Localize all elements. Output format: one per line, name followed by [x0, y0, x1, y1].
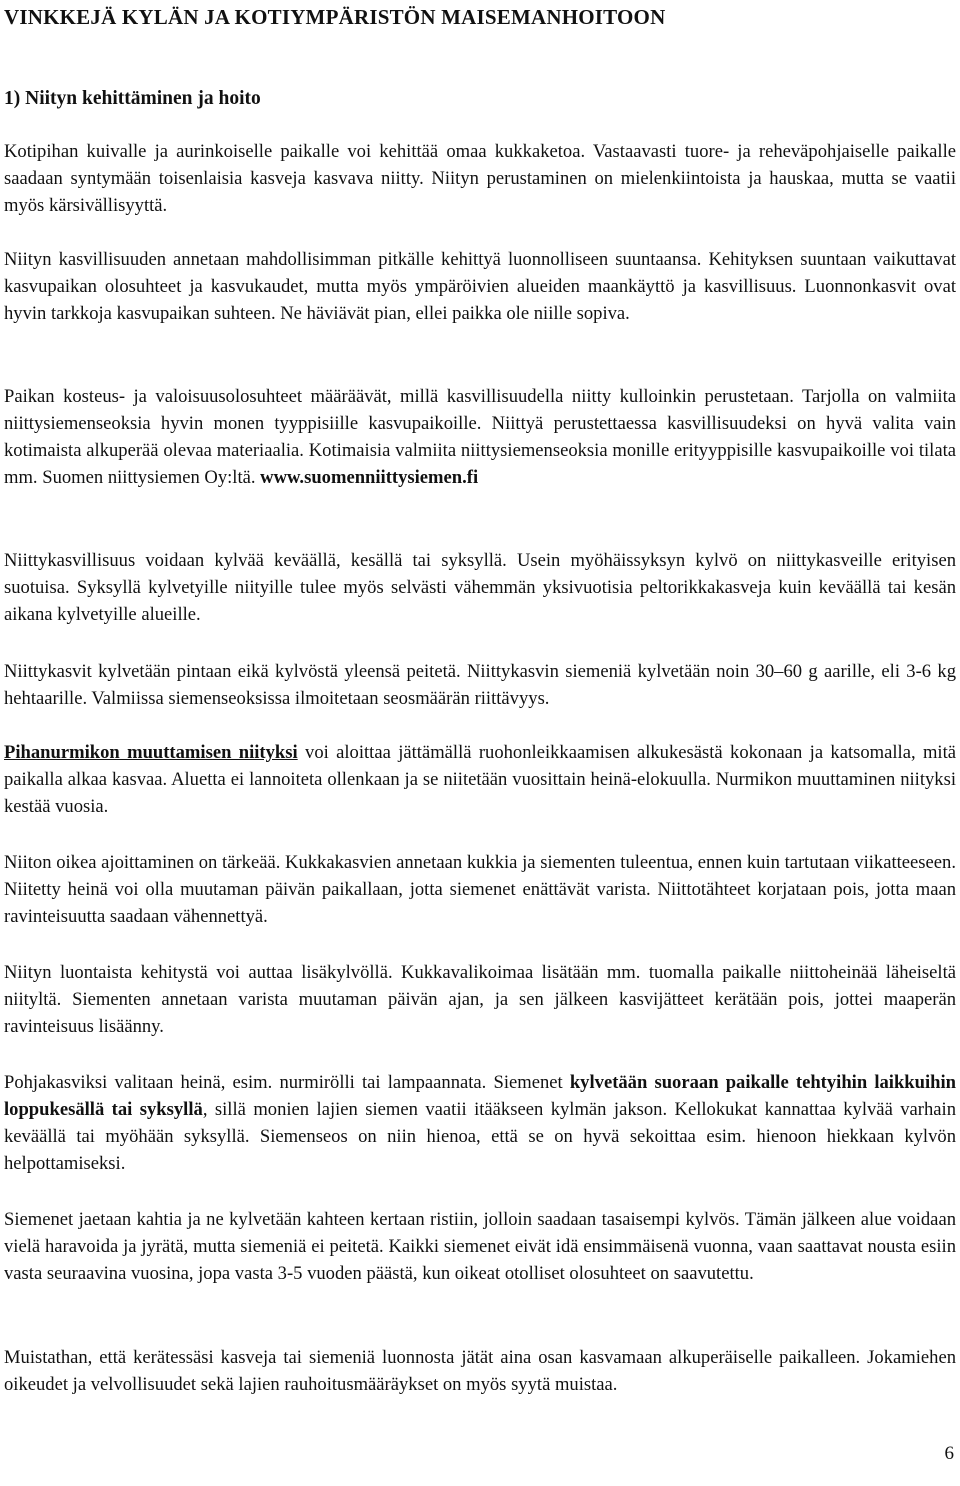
paragraph-5	[4, 659, 956, 713]
page-number: 6	[944, 1443, 954, 1464]
paragraph-11	[4, 1345, 956, 1399]
paragraph-text-block	[4, 740, 956, 821]
sowing-instruction-bold: kylvetään suoraan paikalle tehtyihin laikkuihin loppukesällä tai syksyllä	[4, 1072, 956, 1120]
paragraph-text: Niittykasvit kylvetään pintaan eikä kylvöstä yleensä peitetä. Niittykasvin siemeniä kylvetään noin 30–60 g aarille, eli 3-6 kg hehtaarille. Valmiissa siemenseoksissa ilmoitetaan seosmäärän riittävyys.	[4, 661, 956, 709]
paragraph-text-block	[4, 1070, 956, 1178]
lawn-conversion-heading: Pihanurmikon muuttamisen niityksi	[4, 742, 298, 763]
paragraph-1	[4, 139, 956, 220]
section-heading: 1) Niityn kehittäminen ja hoito	[4, 88, 261, 109]
paragraph-text: Paikan kosteus- ja valoisuusolosuhteet määräävät, millä kasvillisuudella niitty kulloinkin perustetaan. Tarjolla on valmiita niittysiemenseoksia hyvin monen tyyppisiille kasvupaikoille. Niittyä perustettaessa kasvillisuudeksi on hyvä valita vain kotimaista alkuperää olevaa materiaalia. Kotimaisia valmiita niittysiemenseoksia monille erityyppisille kasvupaikoille voi tilata mm. Suomen niittysiemen Oy:ltä.	[4, 386, 956, 488]
paragraph-8	[4, 960, 956, 1041]
paragraph-7	[4, 850, 956, 931]
paragraph-text: Siemenet jaetaan kahtia ja ne kylvetään kahteen kertaan ristiin, jolloin saadaan tasaisempi kylvös. Tämän jälkeen alue voidaan vielä haravoida ja jyrätä, mutta siemeniä ei peitetä. Kaikki siemenet eivät idä ensimmäisenä vuonna, vaan saattavat nousta esiin vasta seuraavina vuosina, jopa vasta 3-5 vuoden päästä, kun oikeat otolliset olosuhteet on saavutettu.	[4, 1209, 956, 1284]
paragraph-text: Niiton oikea ajoittaminen on tärkeää. Kukkakasvien annetaan kukkia ja siementen tuleentua, ennen kuin tartutaan viikatteeseen. Niitetty heinä voi olla muutaman päivän paikallaan, jotta siemenet enättävät varista. Niittotähteet korjataan pois, jotta maan ravinteisuutta saadaan vähennettyä.	[4, 852, 956, 927]
paragraph-text: Niityn kasvillisuuden annetaan mahdollisimman pitkälle kehittyä luonnolliseen suuntaansa. Kehityksen suuntaan vaikuttavat kasvupaikan olosuhteet ja kasvukaudet, mutta myös ympäröivien alueiden maankäyttö ja kasvillisuus. Luonnonkasvit ovat hyvin tarkkoja kasvupaikan suhteen. Ne häviävät pian, ellei paikka ole niille sopiva.	[4, 249, 956, 324]
paragraph-text: Niityn luontaista kehitystä voi auttaa lisäkylvöllä. Kukkavalikoimaa lisätään mm. tuomalla paikalle niittoheinää läheiseltä niityltä. Siementen annetaan varista muutaman päivän ajan, ja sen jälkeen kasvijätteet kerätään pois, jottei maaperän ravinteisuus lisäänny.	[4, 962, 956, 1037]
paragraph-2	[4, 247, 956, 328]
document-title: VINKKEJÄ KYLÄN JA KOTIYMPÄRISTÖN MAISEMANHOITOON	[4, 5, 666, 29]
paragraph-text-block	[4, 384, 956, 492]
paragraph-text: Pohjakasviksi valitaan heinä, esim. nurmirölli tai lampaannata. Siemenet	[4, 1072, 563, 1093]
paragraph-3	[4, 384, 956, 492]
paragraph-text: Muistathan, että kerätessäsi kasveja tai siemeniä luonnosta jätät aina osan kasvamaan alkuperäiselle paikalleen. Jokamiehen oikeudet ja velvollisuudet sekä lajien rauhoitusmääräykset on myös syytä muistaa.	[4, 1347, 956, 1395]
paragraph-text: Kotipihan kuivalle ja aurinkoiselle paikalle voi kehittää omaa kukkaketoa. Vastaavasti tuore- ja reheväpohjaiselle paikalle saadaan syntymään toisenlaisia kasveja kasvava niitty. Niityn perustaminen on mielenkiintoista ja hauskaa, mutta se vaatii myös kärsivällisyyttä.	[4, 141, 956, 216]
paragraph-text: voi aloittaa jättämällä ruohonleikkaamisen alkukesästä kokonaan ja katsomalla, mitä paikalla alkaa kasvaa. Aluetta ei lannoiteta ollenkaan ja se niitetään vuosittain heinä-elokuulla. Nurmikon muuttaminen niityksi kestää vuosia.	[4, 742, 956, 817]
paragraph-text: , sillä monien lajien siemen vaatii itääkseen kylmän jakson. Kellokukat kannattaa kylvää varhain keväällä tai myöhään syksyllä. Siemenseos on niin hienoa, että se on hyvä sekoittaa esim. hienoon hiekkaan kylvön helpottamiseksi.	[4, 1098, 957, 1174]
paragraph-6	[4, 740, 956, 821]
paragraph-10	[4, 1207, 956, 1288]
website-link[interactable]: www.suomenniittysiemen.fi	[260, 466, 479, 488]
paragraph-9	[4, 1070, 956, 1178]
paragraph-text: Niittykasvillisuus voidaan kylvää keväällä, kesällä tai syksyllä. Usein myöhäissyksyn kylvö on niittykasveille erityisen suotuisa. Syksyllä kylvetyille niityille tulee myös selvästi vähemmän yksivuotisia peltorikkakasveja kuin keväällä tai kesän aikana kylvetyille alueille.	[4, 550, 956, 625]
paragraph-4	[4, 548, 956, 629]
